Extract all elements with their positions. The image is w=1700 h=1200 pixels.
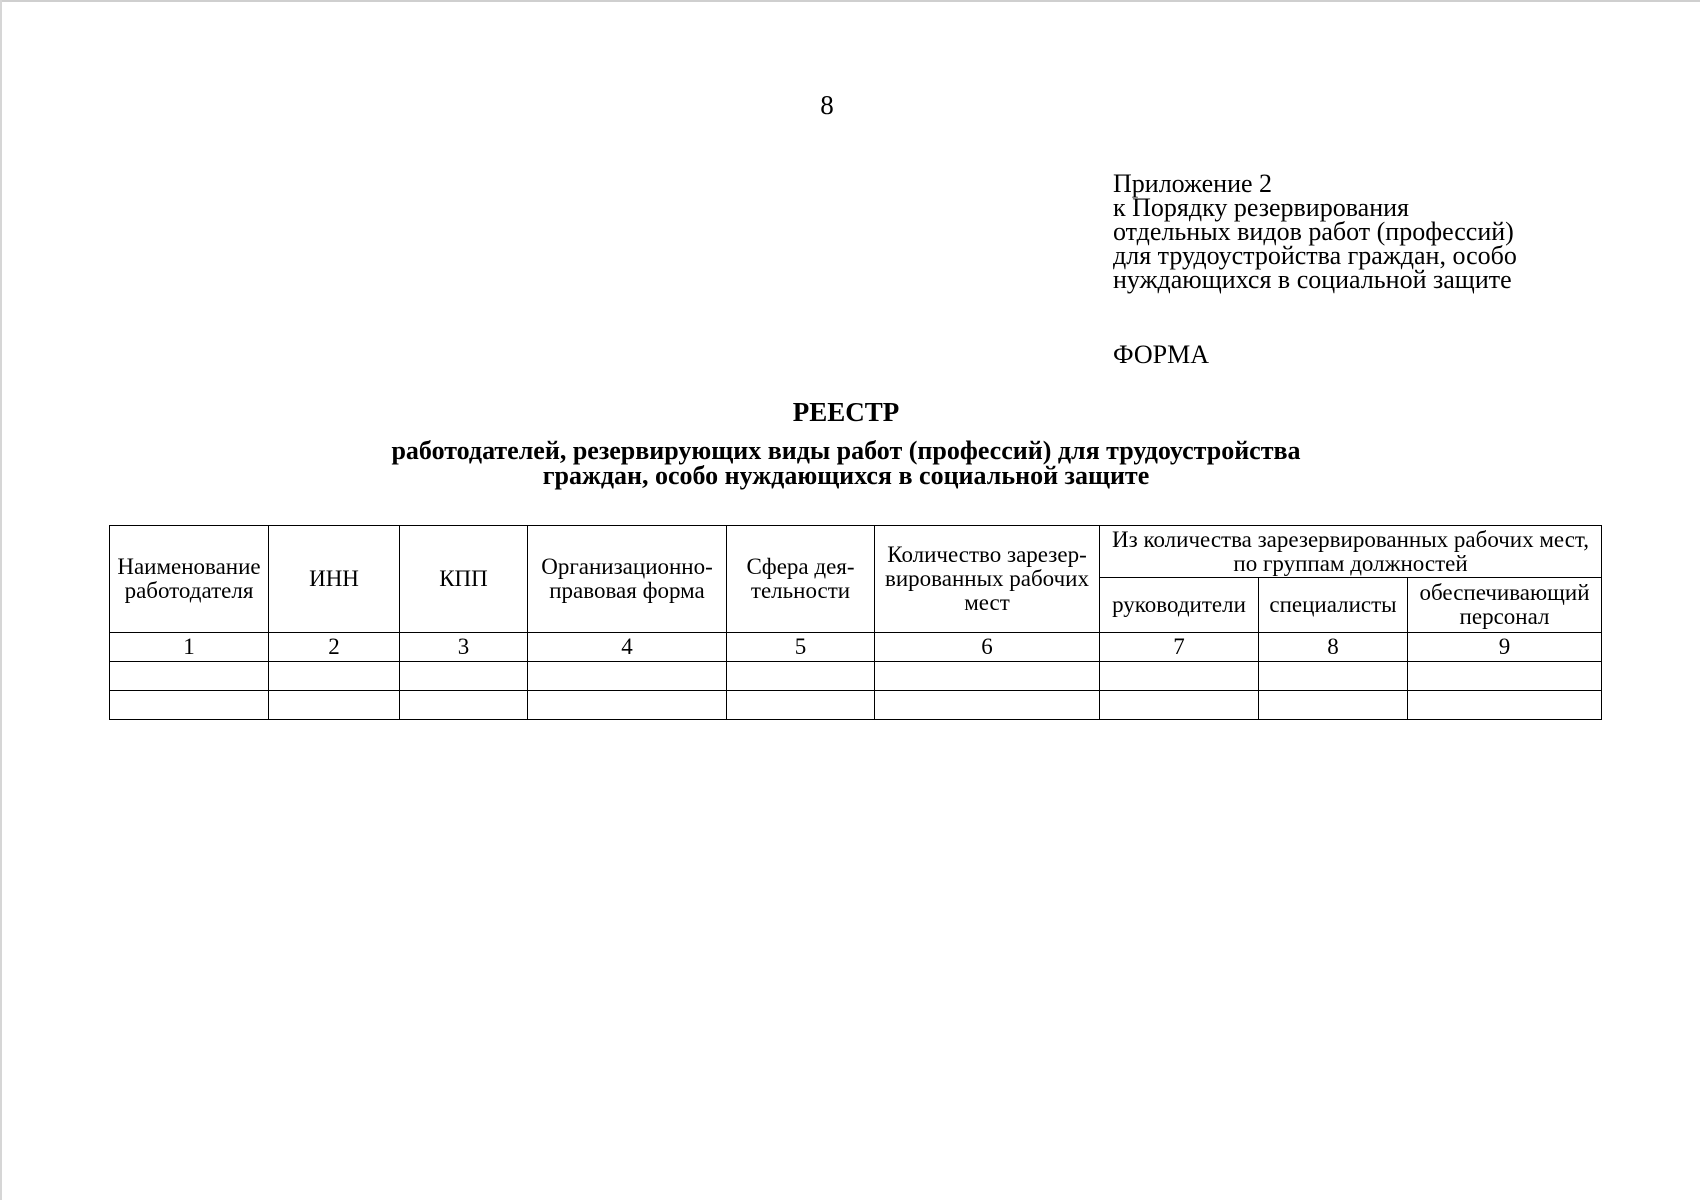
table-row [110, 662, 1602, 691]
table-cell [1259, 691, 1408, 720]
table-cell [528, 691, 727, 720]
document-title: РЕЕСТР [792, 397, 900, 427]
appendix-line: нуждающихся в социальной защите [1113, 265, 1512, 294]
header-activity: Сфера дея-тельности [727, 526, 875, 633]
header-legal-form: Организационно-правовая форма [528, 526, 727, 633]
table-cell [110, 691, 269, 720]
table-cell [875, 691, 1100, 720]
document-subtitle [0, 438, 1692, 488]
table-cell [1100, 691, 1259, 720]
appendix-line: отдельных видов работ (профессий) [1113, 217, 1514, 246]
header-employer-name: Наименование работодателя [110, 526, 269, 633]
subtitle-line-1: работодателей, резервирующих виды работ (профессий) для трудоустройства [391, 436, 1301, 465]
table-cell [400, 691, 528, 720]
appendix-line: к Порядку резервирования [1113, 193, 1409, 222]
header-kpp: КПП [400, 526, 528, 633]
header-inn: ИНН [269, 526, 400, 633]
column-number: 7 [1100, 633, 1259, 662]
appendix-block [1113, 169, 1517, 294]
column-number: 1 [110, 633, 269, 662]
table-cell [1408, 691, 1602, 720]
table-cell [1100, 662, 1259, 691]
table-cell [727, 662, 875, 691]
subtitle-line-2: граждан, особо нуждающихся в социальной защите [542, 461, 1150, 490]
table-row [110, 691, 1602, 720]
appendix-line: Приложение 2 [1113, 169, 1273, 198]
table-cell [528, 662, 727, 691]
appendix-line: для трудоустройства граждан, особо [1113, 241, 1517, 270]
header-group: Из количества зарезервированных рабочих мест, по группам должностей [1100, 526, 1602, 578]
table-cell [400, 662, 528, 691]
registry-table [109, 525, 1602, 720]
column-number: 2 [269, 633, 400, 662]
header-row-1 [110, 526, 1602, 578]
column-number: 9 [1408, 633, 1602, 662]
header-support-staff: обеспечивающий персонал [1408, 578, 1602, 633]
table-cell [269, 662, 400, 691]
page-number: 8 [820, 90, 834, 120]
table-cell [269, 691, 400, 720]
column-number-row [110, 633, 1602, 662]
column-number: 3 [400, 633, 528, 662]
page-edge-left [0, 0, 2, 1200]
header-reserved-count: Количество зарезер-вированных рабочих мест [875, 526, 1100, 633]
column-number: 6 [875, 633, 1100, 662]
table-cell [727, 691, 875, 720]
form-label: ФОРМА [1113, 340, 1209, 369]
table-cell [1259, 662, 1408, 691]
column-number: 5 [727, 633, 875, 662]
table-cell [110, 662, 269, 691]
page-edge-top [0, 0, 1700, 2]
header-specialists: специалисты [1259, 578, 1408, 633]
column-number: 4 [528, 633, 727, 662]
table-cell [1408, 662, 1602, 691]
table-cell [875, 662, 1100, 691]
header-managers: руководители [1100, 578, 1259, 633]
column-number: 8 [1259, 633, 1408, 662]
